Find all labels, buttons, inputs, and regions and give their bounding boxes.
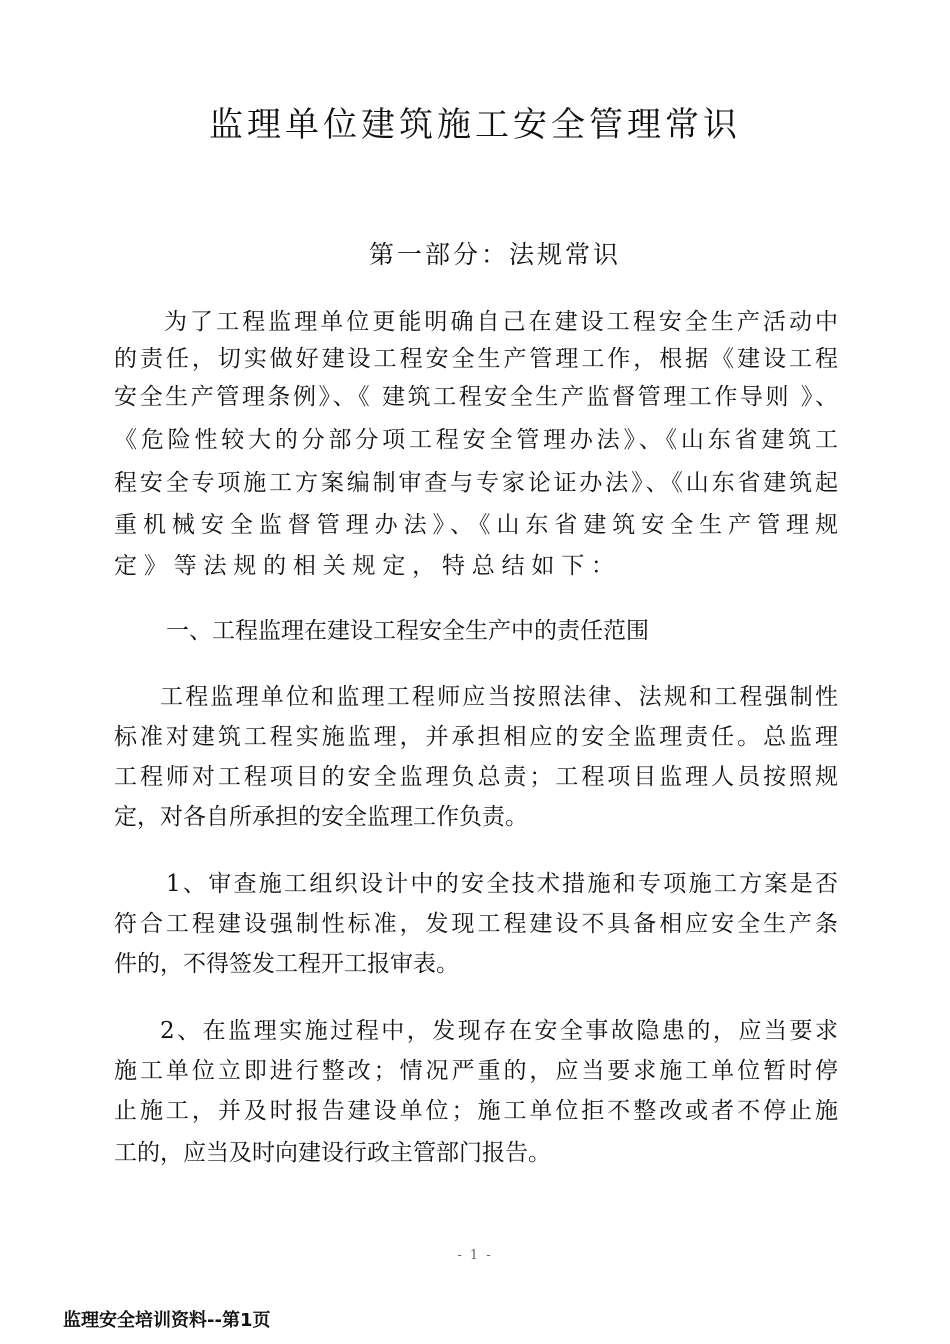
- list-item-line: 2、在监理实施过程中，发现存在安全事故隐患的，应当要求: [160, 1018, 838, 1044]
- intro-line: 重机械安全监督管理办法》、《山东省建筑安全生产管理规: [114, 512, 838, 538]
- list-item-line: 件的，不得签发工程开工报审表。: [114, 951, 459, 977]
- list-item-line: 1、审查施工组织设计中的安全技术措施和专项施工方案是否: [166, 871, 838, 897]
- intro-line: 《危险性较大的分部分项工程安全管理办法》、《山东省建筑工: [114, 427, 838, 453]
- list-item-line: 施工单位立即进行整改；情况严重的，应当要求施工单位暂时停: [114, 1058, 838, 1084]
- paragraph-line: 工程监理单位和监理工程师应当按照法律、法规和工程强制性: [160, 684, 838, 710]
- list-item-line: 符合工程建设强制性标准，发现工程建设不具备相应安全生产条: [114, 911, 838, 937]
- intro-line: 定》等法规的相关规定，特总结如下：: [114, 553, 614, 579]
- list-item-line: 止施工，并及时报告建设单位；施工单位拒不整改或者不停止施: [114, 1098, 838, 1124]
- document-title: 监理单位建筑施工安全管理常识: [209, 105, 741, 145]
- intro-line: 安全生产管理条例》、《 建筑工程安全生产监督管理工作导则 》、: [114, 384, 838, 410]
- page-footer: 监理安全培训资料--第1页: [63, 1310, 271, 1331]
- paragraph-line: 定，对各自所承担的安全监理工作负责。: [114, 804, 528, 830]
- section-heading: 一、工程监理在建设工程安全生产中的责任范围: [166, 618, 649, 644]
- paragraph-line: 工程师对工程项目的安全监理负总责；工程项目监理人员按照规: [114, 764, 838, 790]
- paragraph-line: 标准对建筑工程实施监理，并承担相应的安全监理责任。总监理: [114, 724, 838, 750]
- page-number: - 1 -: [457, 1248, 493, 1263]
- list-item-line: 工的，应当及时向建设行政主管部门报告。: [114, 1140, 551, 1166]
- section-title: 第一部分：法规常识: [368, 240, 621, 269]
- intro-line: 程安全专项施工方案编制审查与专家论证办法》、《山东省建筑起: [114, 470, 838, 496]
- intro-line: 的责任，切实做好建设工程安全生产管理工作，根据《建设工程: [114, 346, 838, 372]
- intro-line: 为了工程监理单位更能明确自己在建设工程安全生产活动中: [164, 309, 838, 335]
